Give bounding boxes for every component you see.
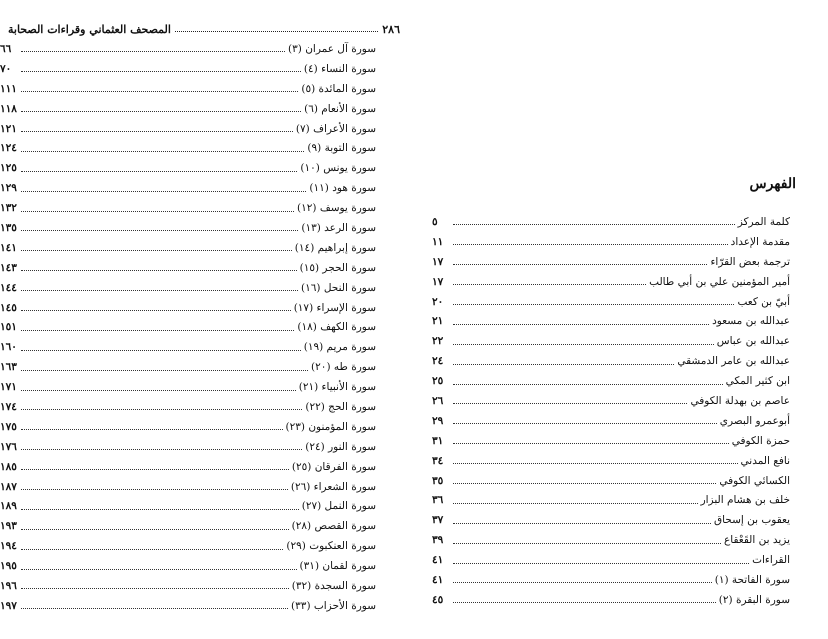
toc-entry [0, 457, 376, 477]
toc-entry-title: أمير المؤمنين علي بن أبي طالب [649, 275, 790, 288]
toc-entry-page: ١٩٧ [0, 599, 17, 612]
toc-entry-title: حمزة الكوفي [731, 434, 790, 447]
toc-entry-page: ٣٩ [432, 534, 444, 547]
toc-entry [432, 391, 790, 411]
toc-entry-title: أبيّ بن كعب [737, 295, 790, 308]
toc-list-right [432, 212, 790, 610]
toc-entry-title: سورة الفرقان (٢٥) [291, 460, 376, 473]
dot-leader [453, 582, 712, 583]
toc-entry-title: سورة الشعراء (٢٦) [290, 480, 376, 493]
dot-leader [21, 71, 301, 72]
toc-entry-title: عاصم بن بهدلة الكوفي [690, 394, 790, 407]
toc-entry-page: ١١١ [0, 82, 17, 95]
toc-entry [432, 232, 790, 252]
toc-entry [432, 510, 790, 530]
header-title: المصحف العثماني وقراءات الصحابة [8, 23, 171, 36]
toc-entry-page: ٣٦ [432, 494, 444, 507]
dot-leader [453, 563, 749, 564]
dot-leader [453, 523, 711, 524]
toc-entry-title: سورة المائدة (٥) [301, 82, 376, 95]
toc-entry [432, 490, 790, 510]
dot-leader [453, 344, 714, 345]
dot-leader [21, 529, 289, 530]
toc-entry [432, 252, 790, 272]
dot-leader [453, 543, 721, 544]
dot-leader [21, 191, 306, 192]
toc-entry [0, 596, 376, 616]
toc-entry-page: ١٣٢ [0, 202, 17, 215]
toc-entry [432, 550, 790, 570]
dot-leader [21, 569, 297, 570]
toc-entry-title: سورة الكهف (١٨) [297, 321, 376, 334]
toc-entry-title: ابن كثير المكي [725, 375, 790, 388]
toc-entry-page: ٢٤ [432, 355, 444, 368]
dot-leader [453, 423, 717, 424]
dot-leader [21, 608, 288, 609]
toc-heading: الفهرس [749, 176, 796, 192]
dot-leader [21, 270, 297, 271]
toc-entry-page: ١٢٩ [0, 182, 17, 195]
toc-entry-page: ١٩٥ [0, 560, 17, 573]
toc-entry-title: سورة الأنعام (٦) [304, 102, 376, 115]
toc-entry-page: ٥ [432, 215, 438, 228]
toc-entry [0, 477, 376, 497]
toc-entry-page: ١٢٥ [0, 162, 17, 175]
toc-entry-page: ١٢٤ [0, 142, 17, 155]
toc-entry-page: ١١٨ [0, 102, 17, 115]
dot-leader [21, 111, 301, 112]
dot-leader [21, 390, 296, 391]
toc-entry-page: ١٥١ [0, 321, 17, 334]
dot-leader [453, 463, 738, 464]
header-leader [175, 30, 378, 32]
toc-entry-page: ١٩٣ [0, 520, 17, 533]
toc-entry-page: ١٣٥ [0, 221, 17, 234]
toc-entry [432, 590, 790, 610]
toc-entry [432, 311, 790, 331]
toc-entry-page: ٧٠ [0, 62, 12, 75]
toc-entry-page: ١٧٤ [0, 400, 17, 413]
toc-entry-title: سورة الأعراف (٧) [295, 122, 376, 135]
toc-entry [432, 570, 790, 590]
toc-entry [432, 451, 790, 471]
toc-entry-title: سورة الحج (٢٢) [305, 400, 376, 413]
toc-entry-page: ٣٤ [432, 454, 444, 467]
toc-list-left [0, 39, 376, 616]
toc-entry-title: يزيد بن القَعْقاع [723, 534, 790, 547]
toc-entry-title: سورة الأنبياء (٢١) [298, 381, 376, 394]
toc-entry [432, 371, 790, 391]
toc-entry-title: سورة هود (١١) [309, 182, 376, 195]
toc-entry-page: ٤١ [432, 554, 444, 567]
dot-leader [21, 350, 301, 351]
toc-entry-title: سورة الحجر (١٥) [299, 261, 376, 274]
toc-entry-title: سورة الرعد (١٣) [301, 221, 376, 234]
toc-entry [0, 357, 376, 377]
toc-entry-page: ١٩٤ [0, 540, 17, 553]
toc-entry [0, 298, 376, 318]
dot-leader [21, 409, 302, 410]
toc-entry [0, 39, 376, 59]
dot-leader [21, 250, 292, 251]
toc-entry-page: ٣٥ [432, 474, 444, 487]
toc-entry [0, 516, 376, 536]
dot-leader [21, 469, 289, 470]
toc-entry [0, 536, 376, 556]
dot-leader [21, 151, 304, 152]
dot-leader [21, 51, 285, 52]
toc-entry-title: سورة لقمان (٣١) [299, 560, 376, 573]
dot-leader [453, 483, 716, 484]
toc-entry [0, 397, 376, 417]
toc-entry-title: سورة آل عمران (٣) [288, 42, 376, 55]
toc-entry [0, 337, 376, 357]
toc-entry-title: سورة يونس (١٠) [300, 162, 376, 175]
toc-entry-title: سورة النساء (٤) [303, 62, 376, 75]
dot-leader [21, 91, 298, 92]
toc-entry-title: سورة الأحزاب (٣٣) [291, 599, 376, 612]
toc-entry-title: سورة النحل (١٦) [301, 281, 376, 294]
toc-entry-page: ١١ [432, 235, 444, 248]
toc-entry [0, 218, 376, 238]
dot-leader [21, 131, 293, 132]
toc-entry-page: ١٤٤ [0, 281, 17, 294]
dot-leader [453, 403, 687, 404]
toc-entry [0, 258, 376, 278]
dot-leader [21, 489, 288, 490]
toc-entry-title: أبوعمرو البصري [719, 414, 790, 427]
toc-entry [0, 238, 376, 258]
toc-entry-title: سورة العنكبوت (٢٩) [286, 540, 376, 553]
toc-entry [432, 272, 790, 292]
header-page-number: ٢٨٦ [382, 23, 400, 36]
dot-leader [453, 284, 646, 285]
toc-entry-page: ١٤١ [0, 241, 17, 254]
toc-entry [0, 59, 376, 79]
toc-entry [0, 556, 376, 576]
dot-leader [21, 588, 289, 589]
dot-leader [453, 384, 723, 385]
toc-entry-title: سورة البقرة (٢) [718, 593, 790, 606]
toc-entry [432, 351, 790, 371]
toc-entry-page: ٣١ [432, 434, 444, 447]
toc-entry-page: ٢٦ [432, 394, 444, 407]
toc-entry-page: ١٢١ [0, 122, 17, 135]
toc-entry [432, 411, 790, 431]
toc-entry [432, 471, 790, 491]
dot-leader [453, 324, 709, 325]
toc-entry [0, 178, 376, 198]
toc-entry [0, 576, 376, 596]
dot-leader [453, 602, 716, 603]
toc-entry-title: سورة النور (٢٤) [305, 440, 376, 453]
toc-entry-page: ١٦٠ [0, 341, 17, 354]
toc-entry-page: ١٧٥ [0, 420, 17, 433]
toc-entry-page: ١٧٦ [0, 440, 17, 453]
toc-entry-title: ترجمة بعض القرّاء [710, 255, 790, 268]
dot-leader [21, 171, 297, 172]
toc-entry-title: عبدالله بن مسعود [712, 315, 790, 328]
toc-entry [0, 278, 376, 298]
toc-entry-page: ٢٥ [432, 375, 444, 388]
toc-entry-page: ١٨٩ [0, 500, 17, 513]
toc-entry [0, 119, 376, 139]
toc-entry-title: سورة السجدة (٣٢) [291, 579, 376, 592]
toc-entry [0, 377, 376, 397]
toc-entry-title: سورة طه (٢٠) [311, 361, 376, 374]
toc-entry-title: نافع المدني [740, 454, 790, 467]
dot-leader [453, 244, 728, 245]
toc-entry-title: سورة النمل (٢٧) [301, 500, 376, 513]
dot-leader [21, 310, 291, 311]
toc-entry-page: ١٦٣ [0, 361, 17, 374]
toc-entry [0, 158, 376, 178]
dot-leader [21, 370, 308, 371]
toc-entry [0, 496, 376, 516]
toc-entry-title: سورة الإسراء (١٧) [293, 301, 376, 314]
toc-entry [432, 212, 790, 232]
toc-entry-title: خلف بن هشام البزار [700, 494, 790, 507]
dot-leader [453, 264, 707, 265]
toc-entry [432, 331, 790, 351]
toc-entry-title: الكسائي الكوفي [719, 474, 790, 487]
toc-entry-page: ١٤٥ [0, 301, 17, 314]
toc-entry-page: ٢١ [432, 315, 444, 328]
toc-entry-page: ١٩٦ [0, 579, 17, 592]
running-header [8, 18, 400, 36]
dot-leader [21, 449, 302, 450]
toc-entry-title: القراءات [752, 554, 790, 567]
toc-entry-title: سورة يوسف (١٢) [297, 202, 376, 215]
toc-entry-title: يعقوب بن إسحاق [713, 514, 790, 527]
toc-entry-title: سورة المؤمنون (٢٣) [285, 420, 376, 433]
dot-leader [21, 429, 283, 430]
toc-entry-page: ١٨٧ [0, 480, 17, 493]
dot-leader [453, 503, 698, 504]
dot-leader [453, 304, 734, 305]
toc-entry [0, 417, 376, 437]
toc-entry-title: عبدالله بن عامر الدمشقي [677, 355, 790, 368]
toc-entry [0, 317, 376, 337]
dot-leader [21, 330, 294, 331]
dot-leader [21, 549, 283, 550]
toc-entry [0, 138, 376, 158]
toc-entry-page: ٢٢ [432, 335, 444, 348]
dot-leader [453, 224, 735, 225]
toc-entry [0, 198, 376, 218]
toc-entry-page: ١٤٣ [0, 261, 17, 274]
dot-leader [453, 443, 729, 444]
toc-entry [0, 437, 376, 457]
dot-leader [21, 230, 298, 231]
toc-entry-title: سورة إبراهيم (١٤) [294, 241, 376, 254]
toc-entry-page: ٤١ [432, 573, 444, 586]
toc-entry-page: ١٧١ [0, 381, 17, 394]
dot-leader [21, 211, 294, 212]
toc-entry-page: ٢٠ [432, 295, 444, 308]
dot-leader [21, 290, 298, 291]
toc-entry-page: ٤٥ [432, 593, 444, 606]
toc-entry [432, 292, 790, 312]
toc-entry [432, 530, 790, 550]
dot-leader [21, 509, 299, 510]
toc-entry-title: سورة مريم (١٩) [303, 341, 376, 354]
toc-entry-page: ٢٩ [432, 414, 444, 427]
toc-entry-page: ١٧ [432, 255, 444, 268]
toc-entry [432, 431, 790, 451]
toc-entry-title: سورة القصص (٢٨) [291, 520, 376, 533]
toc-entry-title: عبدالله بن عباس [716, 335, 790, 348]
toc-entry-page: ١٧ [432, 275, 444, 288]
toc-entry-title: سورة التوبة (٩) [307, 142, 376, 155]
toc-entry [0, 79, 376, 99]
dot-leader [453, 364, 674, 365]
right-page [414, 0, 828, 639]
toc-entry-title: مقدمة الإعداد [730, 235, 790, 248]
toc-entry-title: سورة الفاتحة (١) [714, 573, 790, 586]
toc-entry-title: كلمة المركز [737, 215, 790, 228]
toc-entry-page: ١٨٥ [0, 460, 17, 473]
toc-entry-page: ٣٧ [432, 514, 444, 527]
toc-entry [0, 99, 376, 119]
toc-entry-page: ٦٦ [0, 42, 12, 55]
